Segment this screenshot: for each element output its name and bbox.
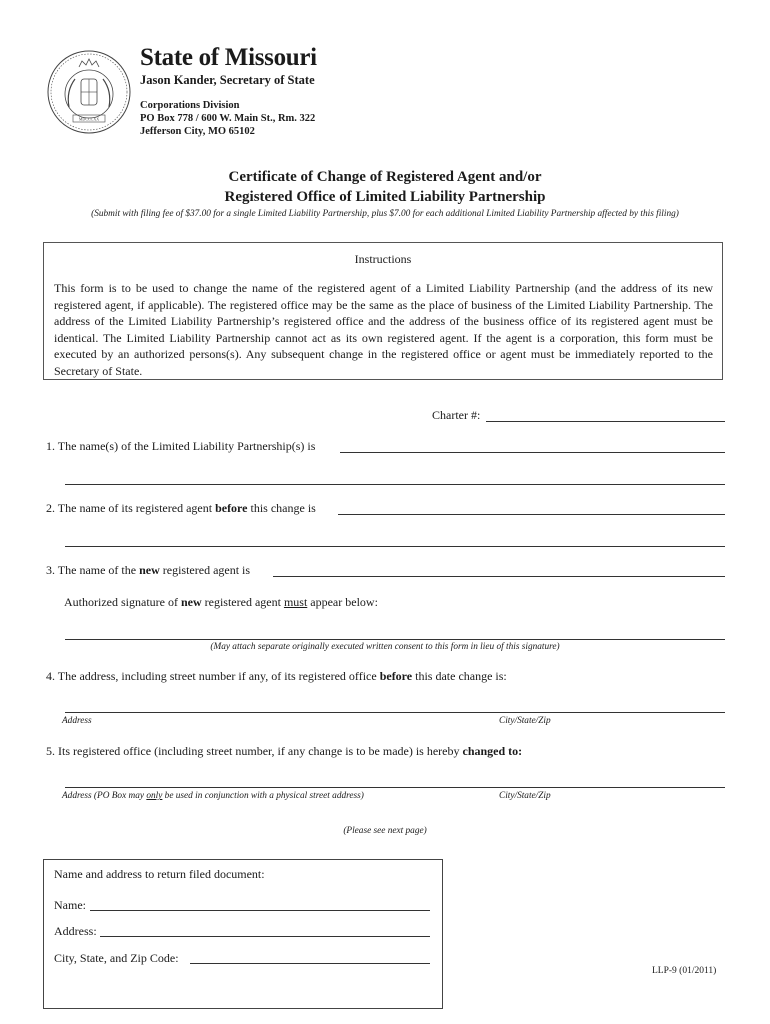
city-address: Jefferson City, MO 65102 bbox=[140, 126, 255, 137]
document-title-line1: Certificate of Change of Registered Agent and/or bbox=[228, 169, 542, 185]
return-address-box bbox=[43, 859, 443, 1009]
previous-agent-field-line2[interactable] bbox=[65, 546, 725, 547]
document-title-line2: Registered Office of Limited Liability Partnership bbox=[224, 189, 546, 205]
llp-name-field-line2[interactable] bbox=[65, 484, 725, 485]
fee-note: (Submit with filing fee of $37.00 for a single Limited Liability Partnership, plus $7.00 for each additional Limited Liability Partnership affected by this filing) bbox=[91, 209, 679, 219]
question-3-label: 3. The name of the new registered agent is bbox=[46, 563, 251, 577]
new-agent-field[interactable] bbox=[273, 576, 725, 577]
next-page-note: (Please see next page) bbox=[343, 826, 427, 836]
return-address-label: Address: bbox=[54, 924, 97, 938]
return-name-field[interactable] bbox=[90, 910, 430, 911]
charter-label: Charter #: bbox=[432, 408, 481, 422]
signature-instruction: Authorized signature of new registered agent must appear below: bbox=[64, 595, 378, 609]
po-box-address-caption: Address (PO Box may only be used in conjunction with a physical street address) bbox=[62, 791, 364, 801]
instructions-heading: Instructions bbox=[354, 252, 412, 266]
previous-office-address-field[interactable] bbox=[65, 712, 725, 713]
city-state-zip-caption: City/State/Zip bbox=[499, 716, 551, 726]
secretary-name: Jason Kander, Secretary of State bbox=[140, 73, 315, 87]
question-2-label: 2. The name of its registered agent before this change is bbox=[46, 501, 316, 515]
return-csz-field[interactable] bbox=[190, 963, 430, 964]
division-name: Corporations Division bbox=[140, 100, 240, 111]
state-seal bbox=[46, 49, 132, 135]
return-name-label: Name: bbox=[54, 898, 86, 912]
instructions-body: This form is to be used to change the name of the registered agent of a Limited Liability Partnership (and the address of its new registered agent, if applicable). The registered office may be the same as the place of business of the Limited Liability Partnership. The address of the Limited Liability Partnership’s registered office and the address of the business office of its registered agent must be identical. The Limited Liability Partnership cannot act as its own registered agent. If the agent is a corporation, this form must be executed by an authorized persons(s). Any subsequent change in the registered office or agent must be immediately reported to the Secretary of State. bbox=[54, 281, 713, 378]
previous-agent-field[interactable] bbox=[338, 514, 725, 515]
question-4-label: 4. The address, including street number if any, of its registered office before this date change is: bbox=[46, 669, 507, 683]
question-1-label: 1. The name(s) of the Limited Liability Partnership(s) is bbox=[46, 439, 316, 453]
instructions-box bbox=[43, 242, 723, 380]
return-csz-label: City, State, and Zip Code: bbox=[54, 951, 179, 965]
address-caption: Address bbox=[62, 716, 92, 726]
signature-note: (May attach separate originally executed written consent to this form in lieu of this signature) bbox=[210, 642, 560, 652]
form-id: LLP-9 (01/2011) bbox=[652, 966, 717, 976]
new-office-address-field[interactable] bbox=[65, 787, 725, 788]
mailing-address: PO Box 778 / 600 W. Main St., Rm. 322 bbox=[140, 113, 316, 124]
state-title: State of Missouri bbox=[140, 44, 317, 71]
llp-name-field[interactable] bbox=[340, 452, 725, 453]
charter-number-field[interactable] bbox=[486, 421, 725, 422]
state-seal-icon bbox=[46, 49, 132, 135]
svg-text:MDCCCXX: MDCCCXX bbox=[78, 116, 100, 122]
return-address-field[interactable] bbox=[100, 936, 430, 937]
new-agent-signature-field[interactable] bbox=[65, 639, 725, 640]
return-box-heading: Name and address to return filed document: bbox=[54, 867, 265, 881]
question-5-label: 5. Its registered office (including street number, if any change is to be made) is hereby changed to: bbox=[46, 744, 523, 758]
city-state-zip-caption-2: City/State/Zip bbox=[499, 791, 551, 801]
